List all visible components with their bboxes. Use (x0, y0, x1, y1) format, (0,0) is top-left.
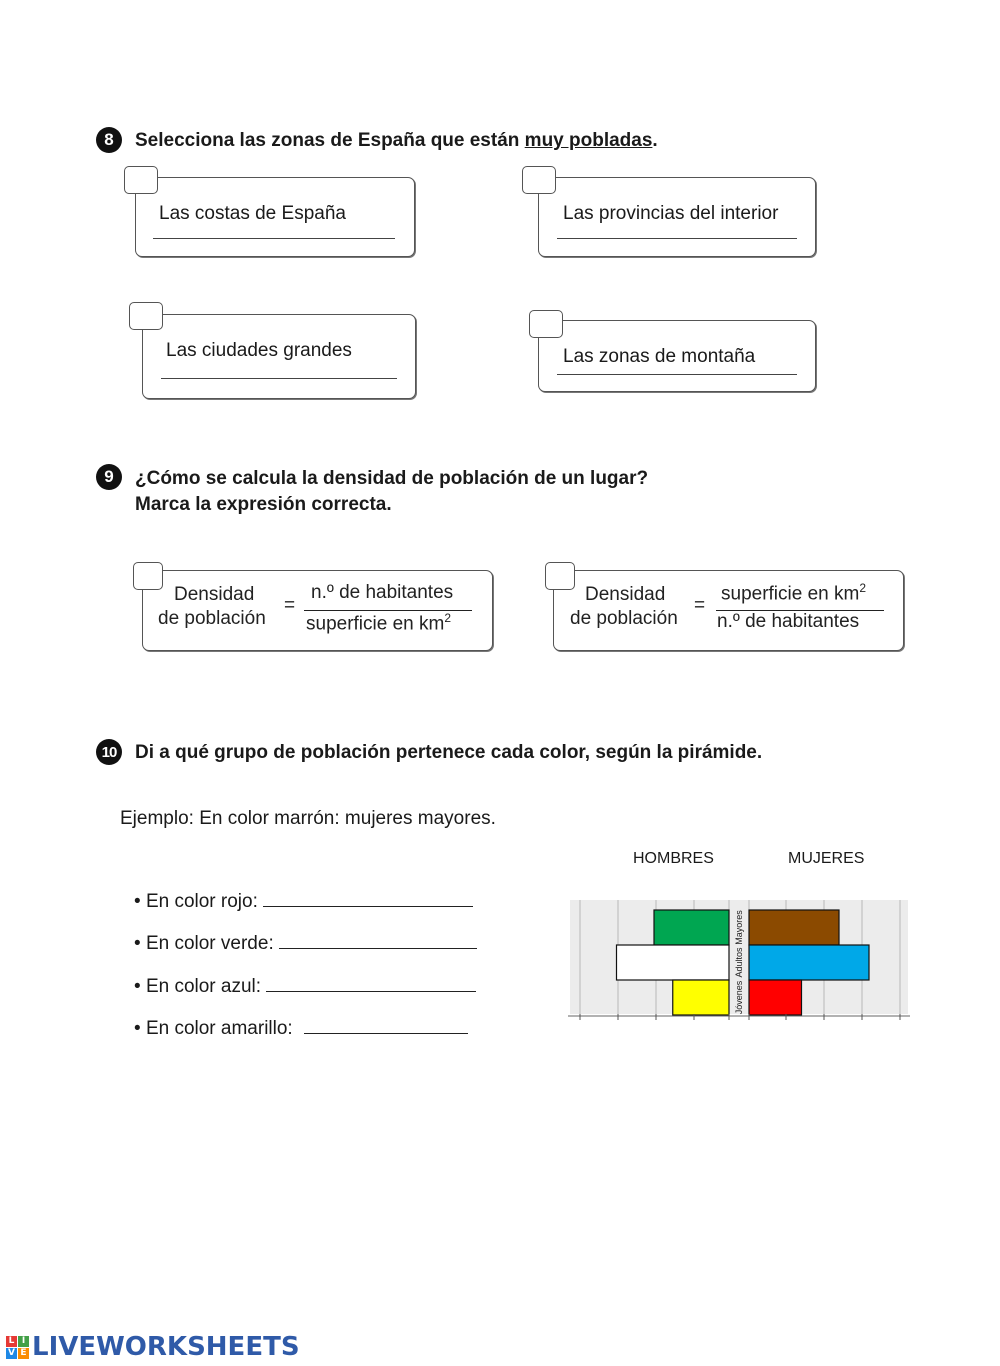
question-9-number: 9 (96, 464, 122, 490)
example-text: Ejemplo: En color marrón: mujeres mayores. (120, 808, 496, 829)
formula-2-numerator (721, 581, 866, 605)
bullet: • (134, 891, 141, 912)
bar-mujeres-jóvenes (749, 980, 802, 1015)
question-10-text: Di a qué grupo de población pertenece cada color, según la pirámide. (135, 742, 763, 763)
question-9-line1: ¿Cómo se calcula la densidad de población de un lugar? (135, 468, 649, 489)
formula-2-denominator: n.º de habitantes (717, 611, 860, 632)
answer-blank-verde[interactable] (279, 930, 477, 949)
answer-label-rojo: En color rojo: (145, 891, 258, 912)
logo-mark-letter: I (18, 1336, 29, 1347)
logo-text: LIVEWORKSHEETS (32, 1332, 300, 1362)
option-checkbox-montana[interactable] (529, 310, 563, 338)
formula-2-equals: = (694, 595, 706, 616)
bar-hombres-adultos (617, 945, 730, 980)
logo-mark-letter: E (18, 1348, 29, 1359)
q8-text-after: . (652, 130, 658, 151)
bullet: • (134, 1018, 141, 1039)
question-8-text (135, 128, 658, 154)
category-label-mayores: Mayores (734, 910, 744, 945)
answer-label-verde: En color verde: (145, 933, 274, 954)
formula-checkbox-2[interactable] (545, 562, 575, 590)
answer-line (557, 238, 797, 239)
formula-1-numerator: n.º de habitantes (311, 582, 454, 603)
option-label-ciudades: Las ciudades grandes (166, 340, 352, 361)
formula-2-num-text: superficie en km (721, 583, 860, 605)
bar-hombres-mayores (654, 910, 729, 945)
logo-mark-icon (6, 1336, 29, 1359)
answer-row-azul (134, 973, 476, 998)
answer-label-azul: En color azul: (145, 976, 262, 997)
formula-1-den-text: superficie en km (306, 613, 445, 635)
option-checkbox-costas[interactable] (124, 166, 158, 194)
bullet: • (134, 976, 141, 997)
formula-1-equals: = (284, 595, 296, 616)
answer-line (161, 378, 397, 379)
option-checkbox-ciudades[interactable] (129, 302, 163, 330)
q8-text-underlined: muy pobladas (524, 130, 653, 151)
question-10-number: 10 (96, 739, 122, 765)
option-label-montana: Las zonas de montaña (563, 346, 756, 367)
option-checkbox-interior[interactable] (522, 166, 556, 194)
formula-1-lhs1: Densidad (174, 584, 255, 605)
bar-hombres-jóvenes (673, 980, 729, 1015)
answer-row-amarillo (134, 1015, 468, 1040)
population-pyramid-chart (566, 896, 912, 1024)
question-8-number: 8 (96, 127, 122, 153)
option-label-costas: Las costas de España (159, 203, 346, 224)
question-9-line2: Marca la expresión correcta. (135, 494, 392, 515)
pyramid-left-label: HOMBRES (633, 850, 714, 867)
formula-1-den-sup: 2 (444, 611, 452, 625)
option-label-interior: Las provincias del interior (563, 203, 779, 224)
answer-row-verde (134, 930, 477, 955)
answer-line (153, 238, 395, 239)
category-labels (734, 910, 744, 1015)
formula-2-lhs2: de población (570, 608, 678, 629)
liveworksheets-logo (6, 1332, 300, 1362)
q8-text-before: Selecciona las zonas de España que están (135, 130, 525, 151)
bar-mujeres-mayores (749, 910, 839, 945)
category-label-adultos: Adultos (734, 947, 744, 978)
formula-1-lhs2: de población (158, 608, 266, 629)
formula-2-lhs1: Densidad (585, 584, 666, 605)
answer-row-rojo (134, 888, 473, 913)
formula-checkbox-1[interactable] (133, 562, 163, 590)
answer-blank-rojo[interactable] (263, 888, 473, 907)
bar-mujeres-adultos (749, 945, 869, 980)
answer-line (557, 374, 797, 375)
logo-mark-letter: V (6, 1348, 17, 1359)
answer-blank-azul[interactable] (266, 973, 476, 992)
pyramid-right-label: MUJERES (788, 850, 865, 867)
answer-label-amarillo: En color amarillo: (145, 1018, 293, 1039)
formula-2-num-sup: 2 (859, 581, 867, 595)
logo-mark-letter: L (6, 1336, 17, 1347)
answer-blank-amarillo[interactable] (304, 1015, 468, 1034)
bullet: • (134, 933, 141, 954)
category-label-jóvenes: Jóvenes (734, 980, 744, 1015)
formula-1-denominator (306, 611, 451, 635)
